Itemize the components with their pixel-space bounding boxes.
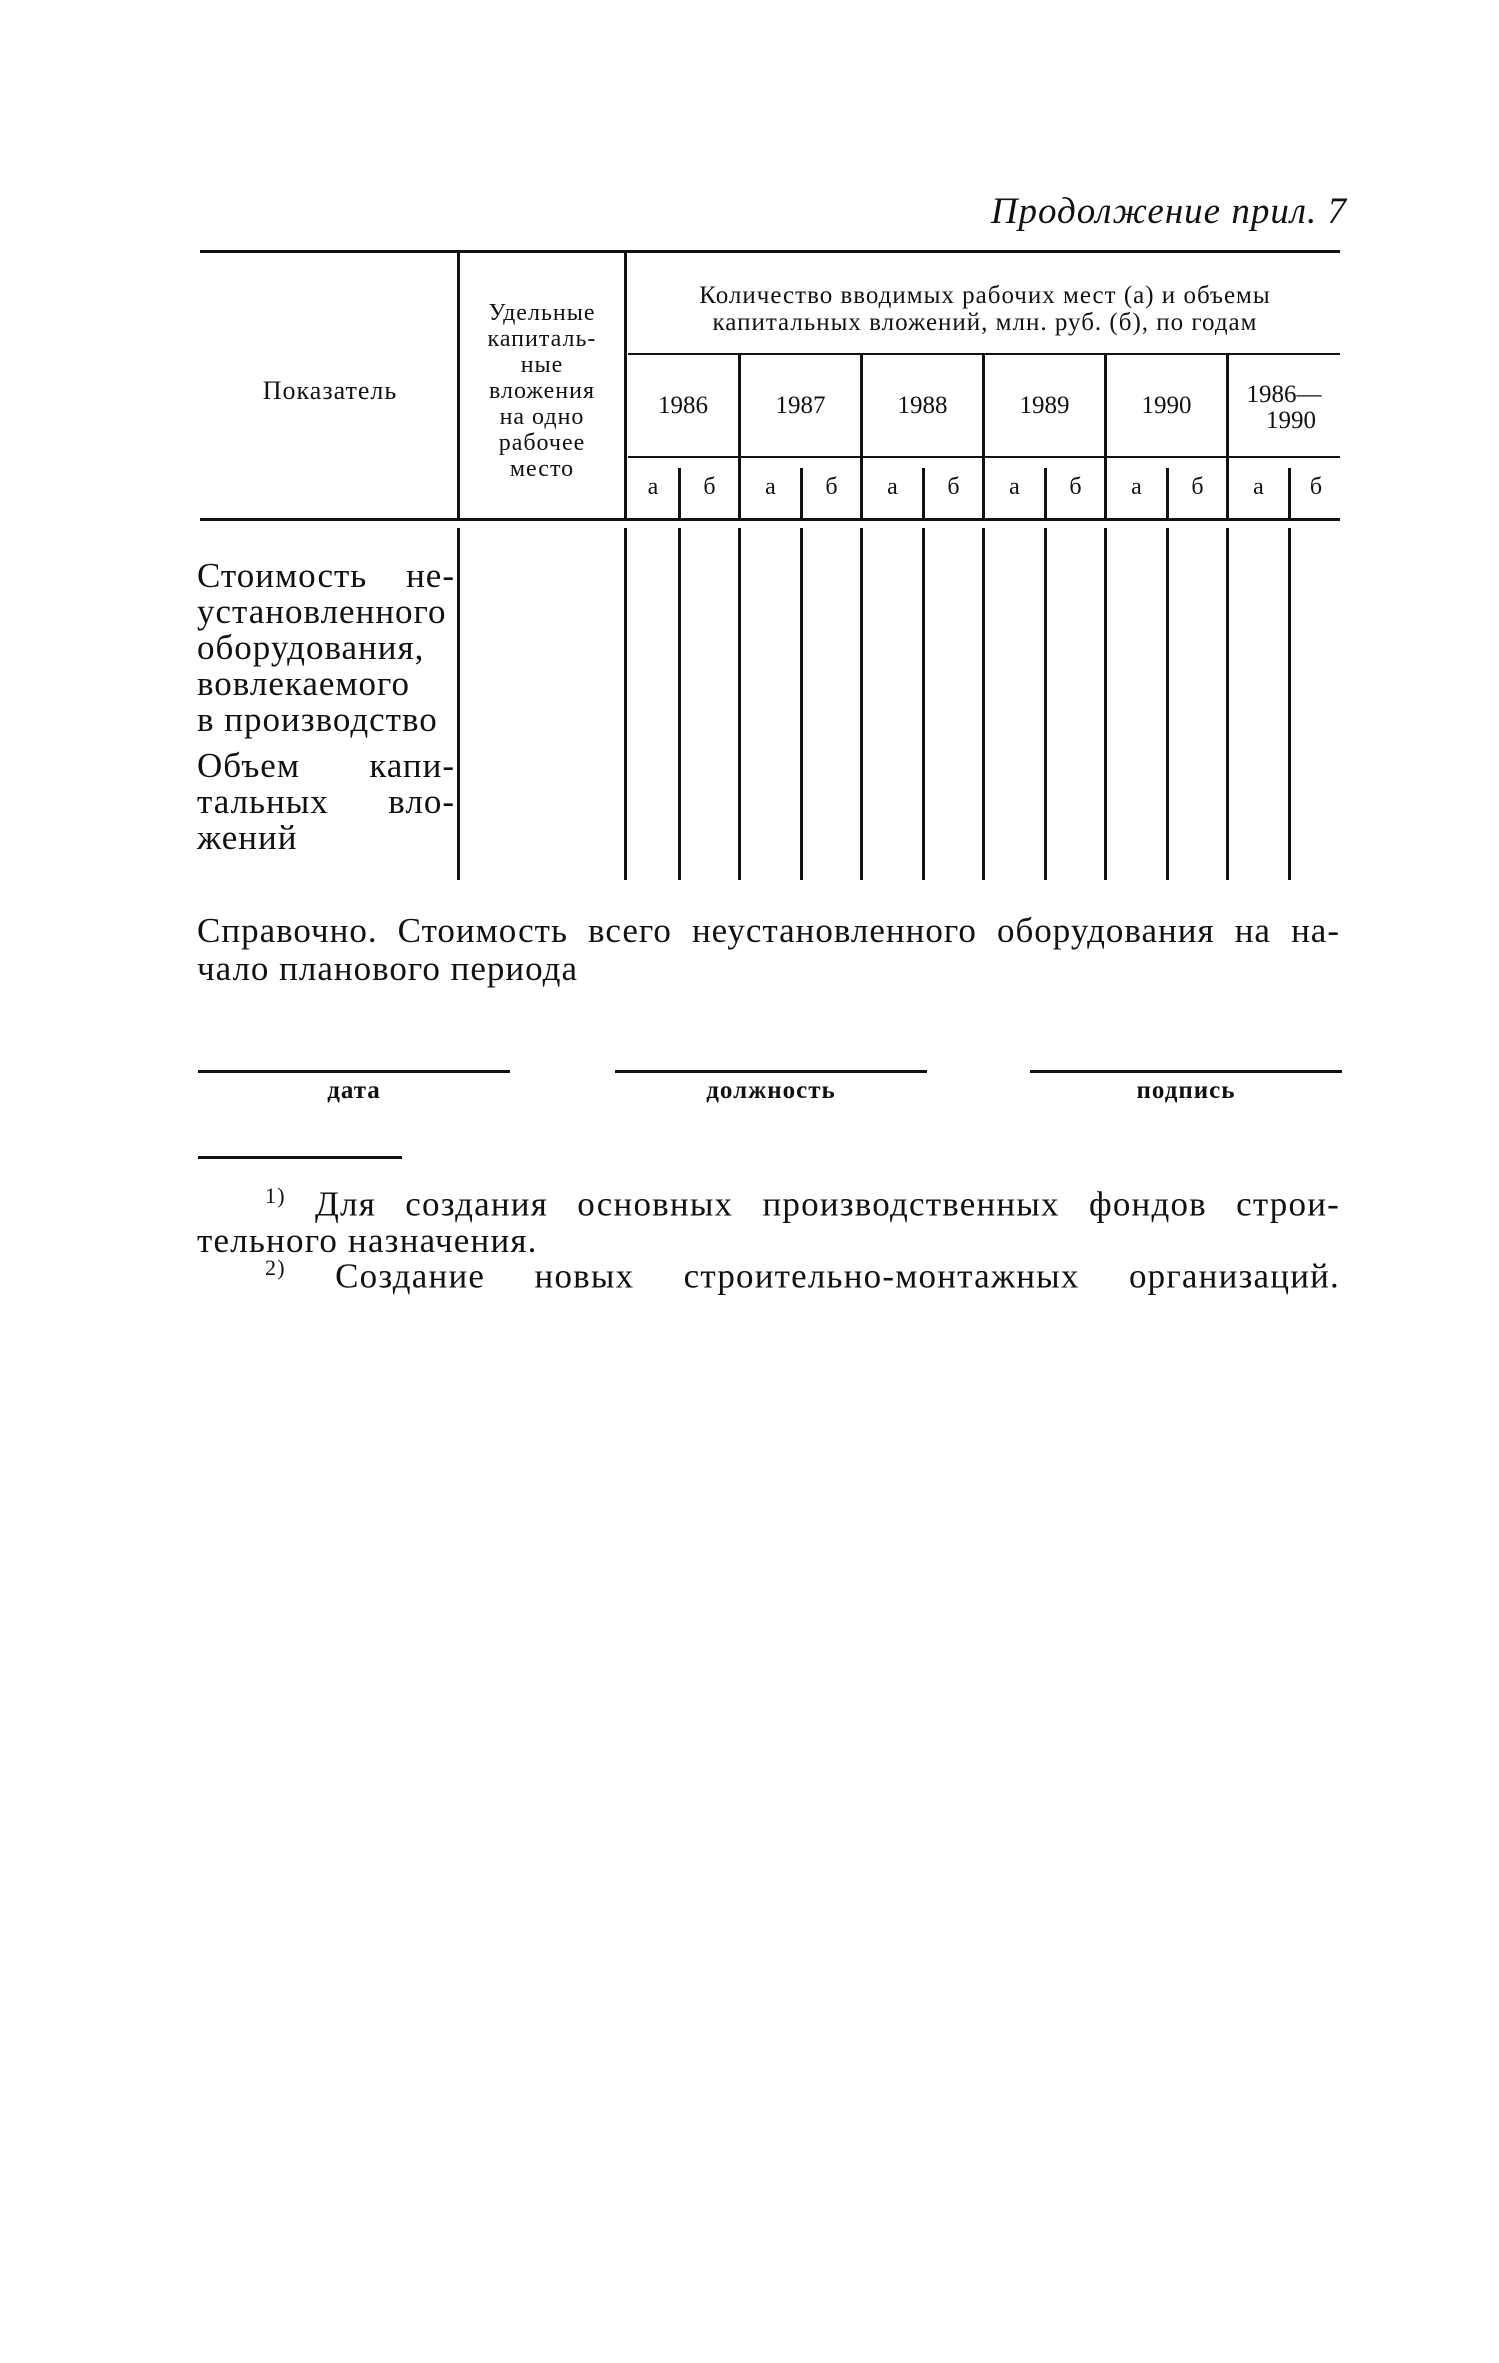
body-column-line [860,528,863,880]
signature-line-position [615,1070,927,1073]
body-column-line [800,528,803,880]
reference-note: Справочно. Стоимость всего неустановленного оборудования на на- чало планового периода [197,911,1340,988]
sub-label-b: б [703,474,716,500]
footnote-mark: 2) [265,1255,286,1280]
signature-label-position: должность [706,1077,836,1104]
year-label-total: 1986— 1990 [1246,381,1322,434]
column-header-specific: Удельные капиталь- ные вложения на одно рабочее место [487,300,597,482]
row-label-investment: Объем капи- тальных вло- жений [197,746,455,857]
sub-label-a: а [1253,474,1264,500]
footnote-separator [198,1156,402,1159]
year-label: 1990 [1141,392,1192,419]
body-column-line [1226,528,1229,880]
year-label: 1988 [897,392,948,419]
sub-label-a: а [1009,474,1020,500]
sub-label-b: б [1191,474,1204,500]
page-header: Продолжение прил. 7 [990,191,1347,232]
sub-label-b: б [825,474,838,500]
sub-label-a: а [765,474,776,500]
divider-indicator [457,253,460,518]
year-label: 1989 [1019,392,1070,419]
body-column-line [922,528,925,880]
body-column-line [1104,528,1107,880]
group-header: Количество вводимых рабочих мест (а) и объемы капитальных вложений, млн. руб. (б), по годам [699,282,1271,336]
year-label: 1987 [775,392,826,419]
signature-label-sign: подпись [1136,1077,1236,1104]
body-column-line [982,528,985,880]
body-column-line [1166,528,1169,880]
sub-label-a: а [1131,474,1142,500]
sub-label-b: б [947,474,960,500]
sub-label-a: а [647,474,659,500]
divider-specific [624,253,627,518]
table-top-rule [200,250,1340,253]
body-column-line [1044,528,1047,880]
signature-label-date: дата [327,1077,381,1104]
body-column-line [738,528,741,880]
body-column-line [1288,528,1291,880]
divider-specific-body [624,528,627,880]
year-label: 1986 [658,392,708,419]
signature-line-date [198,1070,510,1073]
sub-label-b: б [1309,474,1323,500]
footnote-1: $^{1)}$ Для создания основных производственных фондов строи- тельного назначения. [197,1183,1340,1260]
sub-label-b: б [1069,474,1082,500]
table-header-bottom-rule [200,518,1340,521]
row-label-equipment: Стоимость не- установленного оборудования, вовлекаемого в производство [197,556,455,739]
footnote-mark: 1) [265,1183,286,1208]
column-header-indicator: Показатель [262,376,398,405]
divider-indicator-body [457,528,460,880]
body-column-line [678,528,681,880]
signature-line-sign [1030,1070,1342,1073]
footnote-2: $^{2)}$ Создание новых строительно-монтажных организаций. [265,1255,1341,1296]
sub-label-a: а [887,474,898,500]
